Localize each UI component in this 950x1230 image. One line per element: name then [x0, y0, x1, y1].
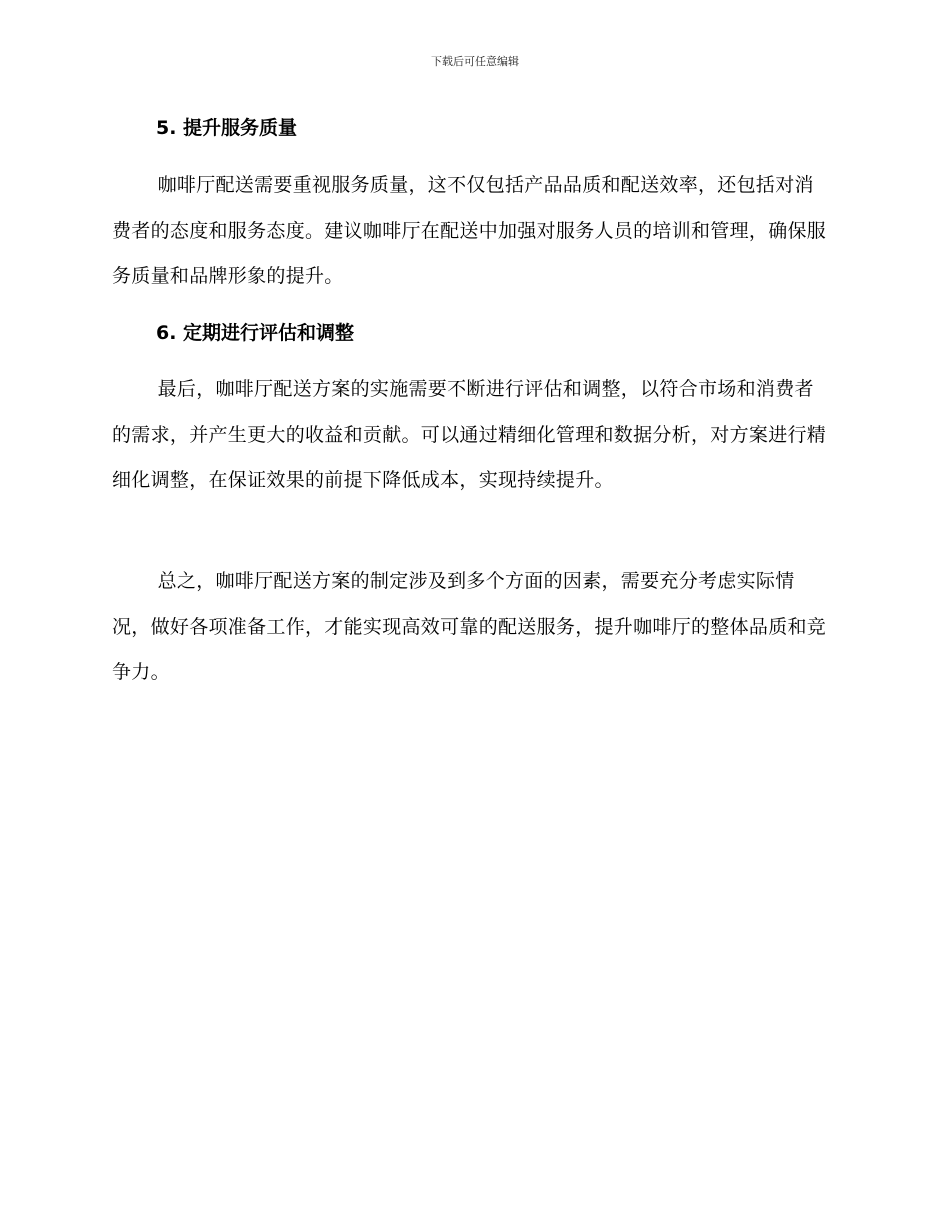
summary-paragraph: 总之，咖啡厅配送方案的制定涉及到多个方面的因素，需要充分考虑实际情况，做好各项准备工作，才能实现高效可靠的配送服务，提升咖啡厅的整体品质和竞争力。 — [112, 570, 827, 683]
section-heading-6: 6. 定期进行评估和调整 — [156, 322, 355, 344]
section-paragraph-6: 最后，咖啡厅配送方案的实施需要不断进行评估和调整，以符合市场和消费者的需求，并产生更大的收益和贡献。可以通过精细化管理和数据分析，对方案进行精细化调整，在保证效果的前提下降低成本，实现持续提升。 — [112, 378, 827, 491]
page-header: 下载后可任意编辑 — [431, 55, 519, 68]
section-heading-5: 5. 提升服务质量 — [156, 117, 298, 139]
section-paragraph-5: 咖啡厅配送需要重视服务质量，这不仅包括产品品质和配送效率，还包括对消费者的态度和服务态度。建议咖啡厅在配送中加强对服务人员的培训和管理，确保服务质量和品牌形象的提升。 — [112, 174, 827, 287]
